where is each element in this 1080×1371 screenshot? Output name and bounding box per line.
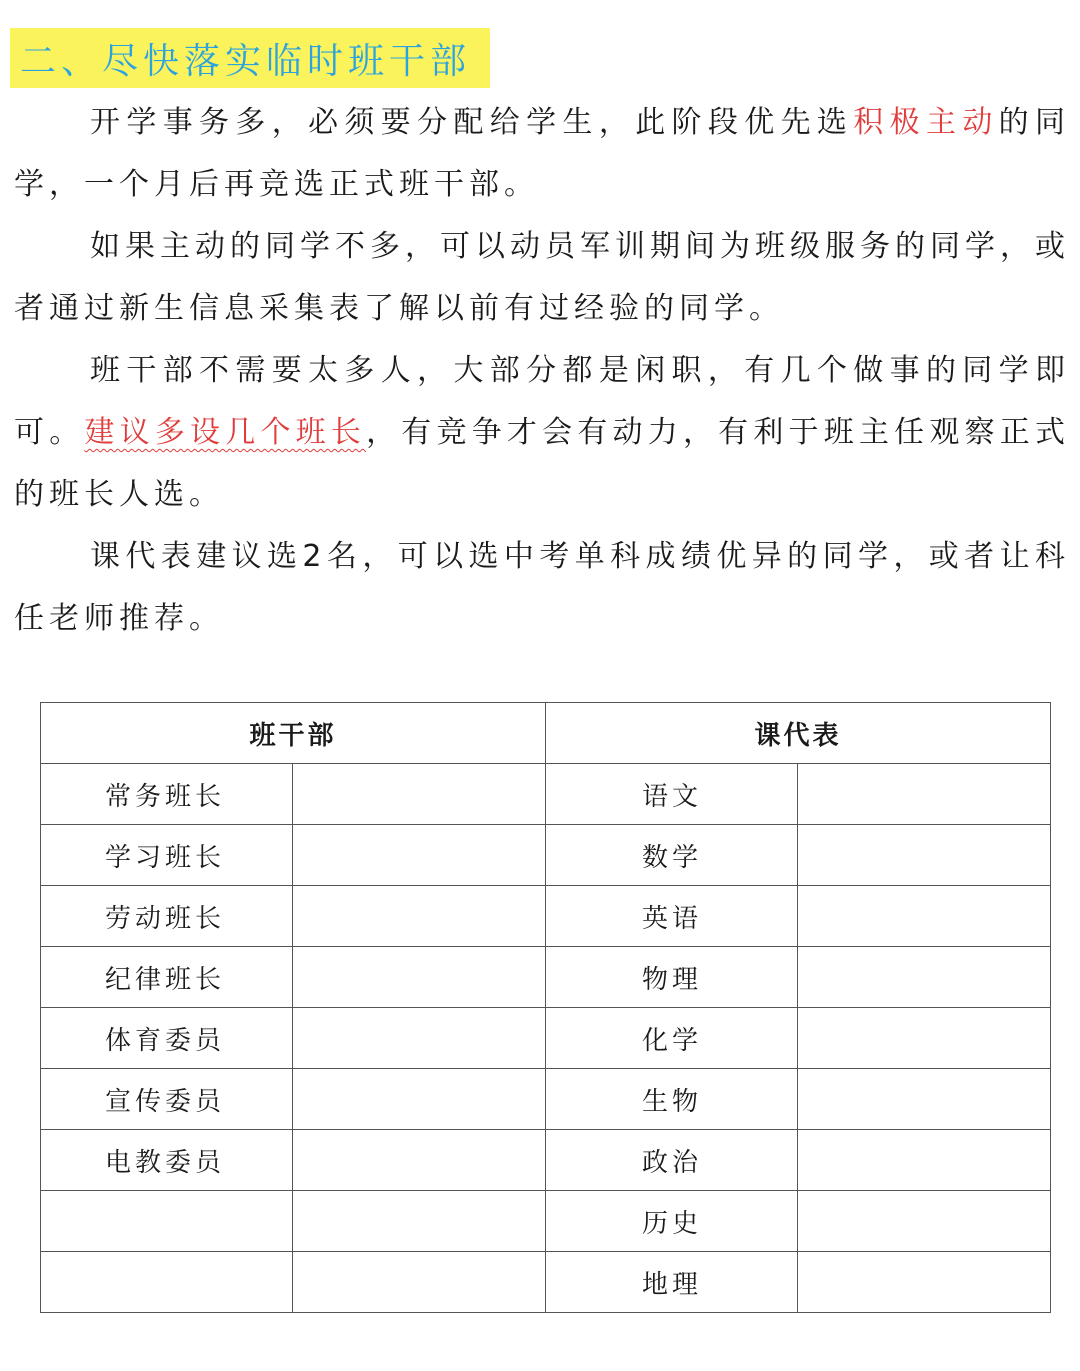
subject-name-cell	[798, 1069, 1051, 1130]
subject-name-cell	[798, 1252, 1051, 1313]
role-name-cell	[293, 947, 546, 1008]
role-cell	[41, 1252, 293, 1313]
subject-cell: 地理	[546, 1252, 798, 1313]
subject-name-cell	[798, 764, 1051, 825]
role-cell: 电教委员	[41, 1130, 293, 1191]
subject-cell: 英语	[546, 886, 798, 947]
table-row	[41, 764, 1051, 825]
subject-cell: 政治	[546, 1130, 798, 1191]
subject-name-cell	[798, 886, 1051, 947]
subject-name-cell	[798, 947, 1051, 1008]
subject-cell: 历史	[546, 1191, 798, 1252]
paragraph-3-text-end: ，有竞争才会有动力，有利于班主任观察正式的班长人选。	[14, 415, 1071, 512]
role-name-cell	[293, 1008, 546, 1069]
role-cell: 体育委员	[41, 1008, 293, 1069]
table-row	[41, 947, 1051, 1008]
subject-name-cell	[798, 1008, 1051, 1069]
table-row	[41, 1130, 1051, 1191]
section-heading: 二、尽快落实临时班干部	[10, 28, 490, 88]
paragraph-3-text: 班干部不需要太多人，大部分都是闲职，有几个做事的同学即可。	[14, 353, 1070, 450]
role-cell	[41, 1191, 293, 1252]
subject-cell: 数学	[546, 825, 798, 886]
table-row	[41, 825, 1051, 886]
header-subject-reps: 课代表	[546, 703, 1051, 764]
paragraph-3	[14, 340, 1070, 526]
table-header-row	[41, 703, 1051, 764]
table-row	[41, 1252, 1051, 1313]
paragraph-2: 如果主动的同学不多，可以动员军训期间为班级服务的同学，或者通过新生信息采集表了解以前有过经验的同学。	[14, 229, 1070, 326]
role-name-cell	[293, 1130, 546, 1191]
role-cell: 学习班长	[41, 825, 293, 886]
role-name-cell	[293, 825, 546, 886]
paragraph-4: 课代表建议选2名，可以选中考单科成绩优异的同学，或者让科任老师推荐。	[14, 539, 1070, 636]
role-cell: 劳动班长	[41, 886, 293, 947]
emphasis-more-monitors: 建议多设几个班长	[84, 415, 367, 450]
table-row	[41, 1069, 1051, 1130]
table-row	[41, 1008, 1051, 1069]
role-name-cell	[293, 1252, 546, 1313]
paragraph-1	[14, 92, 1070, 216]
role-cell: 宣传委员	[41, 1069, 293, 1130]
table-row	[41, 886, 1051, 947]
role-cell: 常务班长	[41, 764, 293, 825]
paragraph-1-text: 开学事务多，必须要分配给学生，此阶段优先选	[90, 105, 854, 140]
subject-cell: 化学	[546, 1008, 798, 1069]
subject-cell: 语文	[546, 764, 798, 825]
subject-cell: 生物	[546, 1069, 798, 1130]
subject-name-cell	[798, 1130, 1051, 1191]
emphasis-proactive: 积极主动	[853, 105, 999, 140]
roster-table	[40, 702, 1051, 1313]
role-cell: 纪律班长	[41, 947, 293, 1008]
role-name-cell	[293, 1191, 546, 1252]
subject-name-cell	[798, 1191, 1051, 1252]
body-text	[14, 92, 1070, 650]
subject-name-cell	[798, 825, 1051, 886]
subject-cell: 物理	[546, 947, 798, 1008]
table-row	[41, 1191, 1051, 1252]
paragraph-1-text-end: 的同学，一个月后再竞选正式班干部。	[14, 105, 1071, 202]
role-name-cell	[293, 886, 546, 947]
role-name-cell	[293, 1069, 546, 1130]
role-name-cell	[293, 764, 546, 825]
header-class-officers: 班干部	[41, 703, 546, 764]
